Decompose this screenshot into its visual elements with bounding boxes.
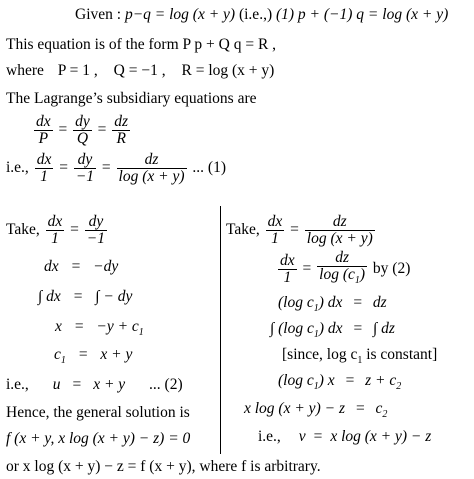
- right-step-2: $\frac{dx}{1}$ = $\frac{dz}{\log (c_1)}$ by (2): [280, 249, 411, 287]
- left-step-1: dx = −dy: [44, 258, 119, 275]
- left-step-4: $c_1 = x + y$: [54, 346, 133, 367]
- frac-dx-1: $\frac{dx}{1}$: [36, 151, 52, 185]
- left-step-2: ∫ dx = ∫ − dy: [38, 288, 133, 305]
- left-take: Take, $\frac{dx}{1}$ = $\frac{dy}{-1}$: [6, 213, 106, 247]
- right-step-3: (log $c_1$) dx = dz: [278, 294, 387, 315]
- given-line: [75, 6, 448, 24]
- form-line: This equation is of the form P p + Q q = R ,: [6, 36, 277, 53]
- frac-dy-neg1: $\frac{dy}{-1}$: [75, 151, 95, 185]
- right-frac-dx-1: $\frac{dx}{1}$: [267, 213, 283, 247]
- given-label: Given :: [75, 6, 122, 23]
- given-rest: (1) p + (−1) q = log (x + y): [275, 6, 449, 23]
- left-frac-dy-neg1: $\frac{dy}{-1}$: [86, 213, 106, 247]
- equation-1: i.e., $\frac{dx}{1}$ = $\frac{dy}{-1}$ = $\frac{dz}{\log (x + y)}$ ... (1): [6, 151, 226, 185]
- frac-dx-P: $\frac{dx}{P}$: [36, 113, 51, 147]
- left-step-5: i.e., u = x + y ... (2): [6, 376, 183, 393]
- general-solution: f (x + y, x log (x + y) − z) = 0: [6, 430, 191, 447]
- right-step-7: x $\log (x + y) - z = c_2$: [244, 400, 388, 421]
- left-frac-dx-1: $\frac{dx}{1}$: [47, 213, 63, 247]
- right-step-8: i.e., v = x log (x + y) − z: [258, 428, 432, 445]
- where-Q: Q = −1 ,: [113, 62, 166, 79]
- final-line: or x log (x + y) − z = f (x + y), where f is arbitrary.: [6, 458, 321, 475]
- right-step-6: (log $c_1$) $x = z + c_2$: [278, 372, 402, 393]
- where-P: P = 1 ,: [57, 62, 98, 79]
- where-line: [6, 62, 274, 80]
- right-take: Take, $\frac{dx}{1}$ = $\frac{dz}{\log (x + y)}$: [226, 213, 373, 247]
- hence-line: Hence, the general solution is: [6, 404, 190, 421]
- where-R: R = log (x + y): [181, 62, 275, 79]
- where-label: where: [6, 62, 44, 79]
- lagrange-equation: $\frac{dx}{P}$ = $\frac{dy}{Q}$ = $\frac{dz}{R}$: [36, 113, 129, 147]
- left-step-3: $x = -y + c_1$: [55, 318, 144, 339]
- frac-dz-log: $\frac{dz}{\log (x + y)}$: [118, 151, 185, 185]
- right-step-4: ∫ (log $c_1$) dx = ∫ dz: [270, 320, 395, 341]
- given-equation: p−q = log (x + y): [124, 6, 236, 23]
- frac-dz-R: $\frac{dz}{R}$: [114, 113, 129, 147]
- lagrange-line: The Lagrange’s subsidiary equations are: [6, 90, 257, 107]
- frac-dy-Q: $\frac{dy}{Q}$: [75, 113, 90, 147]
- tag-1: ... (1): [192, 159, 226, 177]
- given-ie: (i.e.,): [238, 6, 273, 23]
- right-step-5: [since, $\log c_1$ is constant]: [282, 346, 438, 367]
- right-frac-dz-log: $\frac{dz}{\log (x + y)}$: [306, 213, 373, 247]
- column-divider: [220, 206, 221, 454]
